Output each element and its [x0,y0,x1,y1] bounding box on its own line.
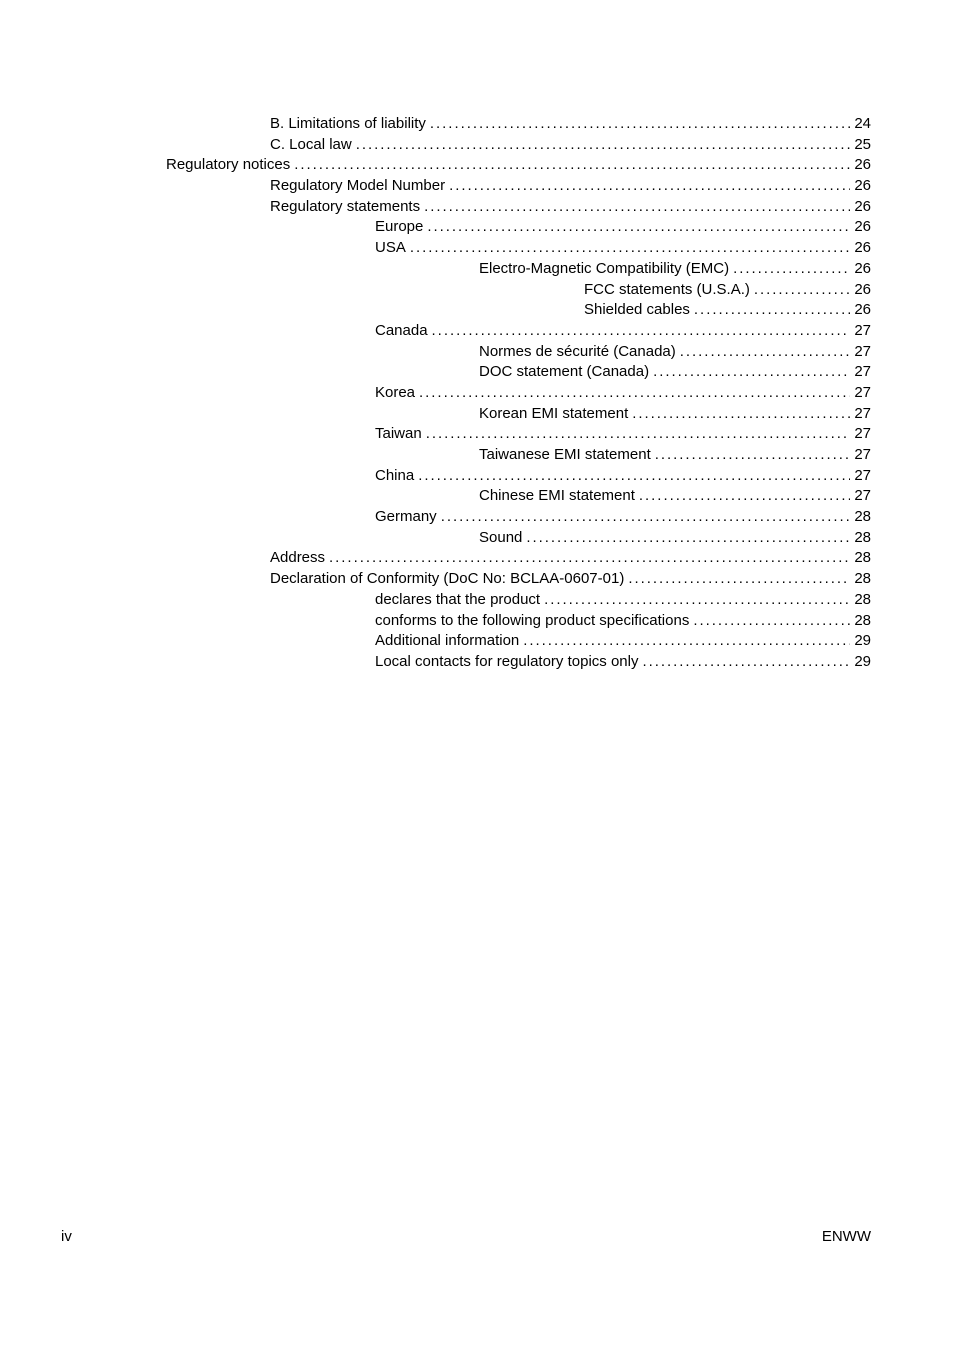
toc-entry[interactable] [375,238,871,259]
toc-leader-dots [329,548,850,569]
toc-entry[interactable] [375,631,871,652]
toc-entry-title: Shielded cables [584,301,690,319]
toc-entry[interactable] [375,321,871,342]
toc-leader-dots [642,652,850,673]
toc-entry-page: 28 [854,508,871,526]
toc-entry[interactable] [270,548,871,569]
toc-entry-page: 26 [854,239,871,257]
toc-entry-page: 28 [854,611,871,629]
toc-entry-page: 28 [854,570,871,588]
toc-leader-dots [693,611,850,632]
toc-entry[interactable] [270,569,871,590]
toc-entry-title: Local contacts for regulatory topics only [375,652,639,670]
toc-entry[interactable] [584,280,871,301]
toc-entry-title: Taiwanese EMI statement [479,446,651,463]
toc-entry-page: 26 [854,197,871,215]
toc-entry-page: 27 [854,446,871,463]
toc-entry[interactable] [270,197,871,218]
toc-entry[interactable] [479,445,871,466]
toc-leader-dots [426,424,851,445]
toc-entry-page: 27 [854,466,871,484]
toc-entry-page: 27 [854,404,871,422]
toc-entry-title: Europe [375,218,424,236]
toc-leader-dots [523,631,850,652]
toc-entry-page: 27 [854,425,871,443]
toc-entry-page: 27 [854,363,871,381]
toc-entry-title: Electro-Magnetic Compatibility (EMC) [479,259,730,277]
toc-leader-dots [419,383,850,404]
toc-entry[interactable] [479,486,871,507]
toc-entry[interactable] [479,404,871,425]
toc-entry-page: 27 [854,487,871,505]
toc-entry[interactable] [479,362,871,383]
toc-leader-dots [680,342,851,363]
toc-entry-title: DOC statement (Canada) [479,363,650,381]
toc-entry-title: FCC statements (U.S.A.) [584,280,750,298]
document-code: ENWW [821,1228,871,1245]
toc-entry-page: 26 [854,259,871,277]
toc-entry-title: Canada [375,321,428,339]
toc-entry[interactable] [375,611,871,632]
toc-entry[interactable] [479,342,871,363]
toc-entry-page: 26 [854,301,871,319]
toc-entry-page: 26 [854,177,871,195]
toc-entry[interactable] [375,383,871,404]
toc-entry-page: 28 [854,549,871,567]
toc-entry-page: 26 [854,280,871,298]
toc-leader-dots [694,300,850,321]
toc-entry[interactable] [375,217,871,238]
toc-entry-page: 29 [854,652,871,670]
toc-entry-title: Korea [375,383,416,401]
table-of-contents [0,114,954,673]
toc-entry-title: USA [375,239,406,257]
toc-entry-page: 25 [854,135,871,153]
toc-leader-dots [410,238,850,259]
toc-leader-dots [424,197,850,218]
toc-entry[interactable] [270,176,871,197]
toc-leader-dots [655,445,851,466]
toc-entry[interactable] [375,507,871,528]
toc-entry[interactable] [166,155,871,176]
toc-leader-dots [628,569,850,590]
toc-leader-dots [430,114,850,135]
toc-leader-dots [418,466,850,487]
toc-entry-title: B. Limitations of liability [270,115,426,132]
toc-entry-title: Germany [375,508,437,526]
toc-entry-title: Regulatory notices [166,156,291,174]
toc-leader-dots [639,486,850,507]
toc-entry-title: Chinese EMI statement [479,487,635,505]
toc-entry-page: 27 [854,383,871,401]
toc-leader-dots [653,362,850,383]
toc-entry[interactable] [479,259,871,280]
toc-leader-dots [733,259,850,280]
toc-entry-title: Regulatory Model Number [270,177,446,195]
toc-entry-page: 27 [854,321,871,339]
toc-entry-page: 24 [854,115,871,132]
toc-entry-title: Address [270,549,326,567]
toc-leader-dots [356,135,851,156]
toc-leader-dots [526,528,850,549]
toc-entry-title: Regulatory statements [270,197,421,215]
toc-leader-dots [632,404,850,425]
toc-entry[interactable] [375,652,871,673]
toc-entry-page: 26 [854,218,871,236]
toc-leader-dots [754,280,850,301]
toc-entry-title: Declaration of Conformity (DoC No: BCLAA-0607-01) [270,570,625,588]
toc-entry-page: 28 [854,590,871,608]
toc-entry-title: Sound [479,528,523,546]
toc-entry-page: 28 [854,528,871,546]
toc-leader-dots [544,590,850,611]
toc-entry-page: 27 [854,342,871,360]
page-number: iv [61,1228,72,1245]
toc-entry-title: declares that the product [375,590,541,608]
toc-entry-title: conforms to the following product specifications [375,611,690,629]
toc-entry-page: 29 [854,632,871,650]
toc-leader-dots [441,507,851,528]
toc-entry[interactable] [375,466,871,487]
toc-entry-page: 26 [854,156,871,174]
toc-leader-dots [449,176,850,197]
toc-entry-title: Taiwan [375,425,422,443]
toc-entry[interactable] [584,300,871,321]
toc-entry[interactable] [375,590,871,611]
toc-entry[interactable] [270,114,871,135]
toc-entry-title: C. Local law [270,135,352,153]
toc-leader-dots [432,321,851,342]
toc-leader-dots [294,155,850,176]
toc-entry-title: Normes de sécurité (Canada) [479,342,676,360]
toc-entry[interactable] [270,135,871,156]
toc-entry[interactable] [375,424,871,445]
toc-entry-title: Additional information [375,632,520,650]
toc-entry[interactable] [479,528,871,549]
toc-entry-title: China [375,466,415,484]
toc-entry-title: Korean EMI statement [479,404,629,422]
toc-leader-dots [427,217,850,238]
